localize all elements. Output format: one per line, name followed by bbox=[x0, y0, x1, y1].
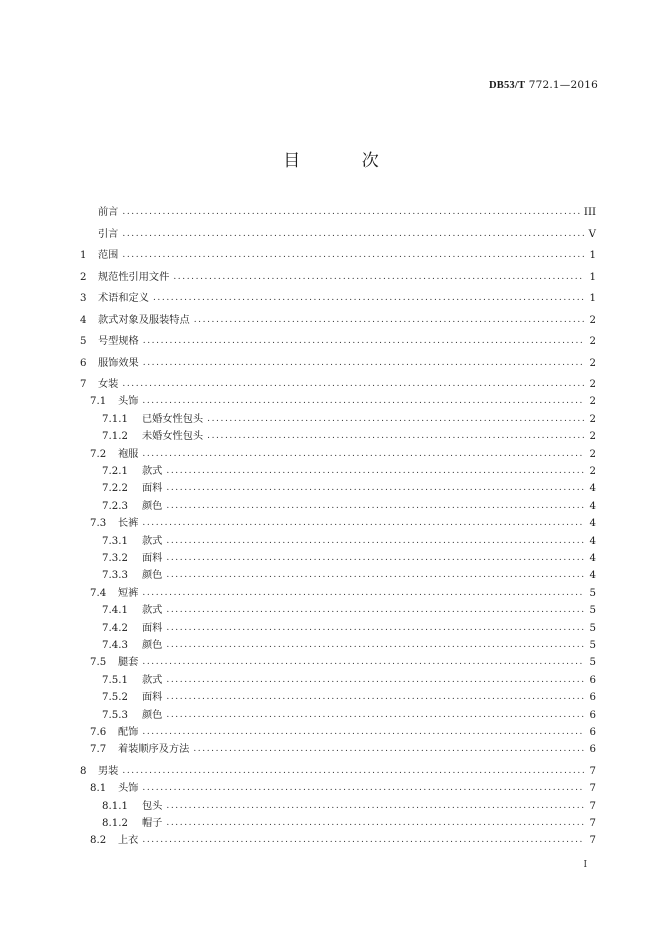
toc-entry[interactable] bbox=[80, 689, 596, 706]
toc-leader-dots bbox=[166, 798, 584, 815]
toc-entry-label: 号型规格 bbox=[98, 336, 139, 348]
toc-entry[interactable] bbox=[80, 351, 596, 373]
toc-entry-page: 5 bbox=[589, 605, 596, 617]
toc-entry-label: 规范性引用文件 bbox=[98, 271, 170, 283]
toc-entry-page: 7 bbox=[589, 835, 596, 847]
toc-entry-label: 款式 bbox=[142, 535, 163, 547]
toc-entry-number: 5 bbox=[80, 336, 87, 348]
toc-entry-number: 8.1 bbox=[90, 783, 107, 795]
toc-leader-dots bbox=[122, 376, 584, 393]
toc-entry-number: 7.7 bbox=[90, 744, 107, 756]
toc-entry-page: 6 bbox=[589, 709, 596, 721]
page-title: 目 次 bbox=[283, 151, 407, 171]
toc-entry-label: 颜色 bbox=[142, 570, 163, 582]
toc-entry-label: 长裤 bbox=[118, 518, 139, 530]
toc-entry-label: 包头 bbox=[142, 800, 163, 812]
toc-entry[interactable] bbox=[80, 567, 596, 584]
toc-leader-dots bbox=[142, 724, 584, 741]
toc-entry-page: 6 bbox=[589, 744, 596, 756]
toc-entry-label: 头饰 bbox=[118, 396, 139, 408]
toc-entry-page: 1 bbox=[589, 250, 596, 262]
toc-leader-dots bbox=[166, 815, 584, 832]
toc-leader-dots bbox=[122, 204, 580, 221]
toc-entry[interactable] bbox=[80, 308, 596, 330]
toc-leader-dots bbox=[143, 355, 584, 372]
toc-leader-dots bbox=[166, 550, 584, 567]
toc-leader-dots bbox=[142, 832, 584, 849]
toc-entry-page: 4 bbox=[589, 535, 596, 547]
toc-entry-page: 2 bbox=[589, 396, 596, 408]
toc-entry-number: 7.6 bbox=[90, 726, 107, 738]
toc-entry-page: 2 bbox=[589, 314, 596, 326]
toc-entry-page: 6 bbox=[589, 674, 596, 686]
toc-entry-page: 5 bbox=[589, 622, 596, 634]
toc-leader-dots bbox=[142, 515, 584, 532]
toc-leader-dots bbox=[166, 620, 584, 637]
toc-entry-page: 7 bbox=[589, 800, 596, 812]
toc-leader-dots bbox=[173, 269, 584, 286]
toc-leader-dots bbox=[193, 741, 584, 758]
toc-entry-label: 范围 bbox=[98, 250, 119, 262]
toc-entry[interactable] bbox=[80, 759, 596, 781]
toc-entry-number: 6 bbox=[80, 357, 87, 369]
toc-leader-dots bbox=[166, 498, 584, 515]
toc-leader-dots bbox=[122, 247, 584, 264]
toc-leader-dots bbox=[207, 411, 584, 428]
toc-entry[interactable] bbox=[80, 602, 596, 619]
toc-leader-dots bbox=[143, 333, 584, 350]
toc-entry-number: 7.2.3 bbox=[102, 500, 128, 512]
toc-entry-page: 1 bbox=[589, 271, 596, 283]
toc-entry-number: 7.4.2 bbox=[102, 622, 128, 634]
toc-entry-page: 5 bbox=[589, 639, 596, 651]
toc-leader-dots bbox=[166, 567, 584, 584]
toc-leader-dots bbox=[122, 763, 584, 780]
toc-entry-label: 帽子 bbox=[142, 817, 163, 829]
toc-entry[interactable] bbox=[80, 222, 596, 244]
toc-entry-number: 2 bbox=[80, 271, 87, 283]
toc-leader-dots bbox=[153, 290, 584, 307]
toc-entry-label: 颜色 bbox=[142, 500, 163, 512]
toc-leader-dots bbox=[166, 637, 584, 654]
toc-entry-page: 7 bbox=[589, 817, 596, 829]
toc-entry-page: 2 bbox=[589, 466, 596, 478]
toc-entry-label: 面料 bbox=[142, 483, 163, 495]
toc-entry[interactable] bbox=[80, 780, 596, 797]
toc-entry-number: 7.3.3 bbox=[102, 570, 128, 582]
toc-entry-number: 7.2 bbox=[90, 448, 107, 460]
toc-entry-number: 8 bbox=[80, 765, 87, 777]
toc-entry-label: 款式 bbox=[142, 466, 163, 478]
toc-entry-label: 面料 bbox=[142, 553, 163, 564]
toc-entry-label: 已婚女性包头 bbox=[142, 413, 204, 425]
toc-entry[interactable] bbox=[80, 463, 596, 480]
standard-code-number: 772.1—2016 bbox=[525, 79, 598, 91]
toc-entry[interactable] bbox=[80, 832, 596, 849]
standard-code-prefix: DB53/T bbox=[488, 80, 526, 91]
toc-entry[interactable] bbox=[80, 724, 596, 741]
toc-entry-page: 2 bbox=[589, 336, 596, 348]
toc-entry-label: 未婚女性包头 bbox=[142, 431, 204, 443]
toc-leader-dots bbox=[142, 780, 584, 797]
toc-entry-number: 7.2.2 bbox=[102, 483, 128, 495]
standard-code bbox=[489, 79, 598, 91]
toc-entry-label: 短裤 bbox=[118, 587, 139, 599]
toc-entry-number: 8.1.1 bbox=[102, 800, 128, 812]
toc-entry-page: 6 bbox=[589, 692, 596, 704]
toc-entry[interactable] bbox=[80, 200, 596, 222]
toc-entry-label: 头饰 bbox=[118, 783, 139, 795]
toc-entry[interactable] bbox=[80, 550, 596, 567]
toc-entry-number: 7.5.3 bbox=[102, 709, 128, 721]
toc-entry-number: 8.1.2 bbox=[102, 817, 128, 829]
toc-entry[interactable] bbox=[80, 498, 596, 515]
toc-entry-label: 服饰效果 bbox=[98, 357, 139, 369]
toc-entry-number: 7.1 bbox=[90, 396, 107, 408]
toc-entry-label: 术语和定义 bbox=[98, 293, 149, 305]
toc-entry[interactable] bbox=[80, 329, 596, 351]
toc-entry-number: 4 bbox=[80, 314, 87, 326]
toc-entry-number: 7.4.3 bbox=[102, 639, 128, 651]
toc-leader-dots bbox=[142, 585, 584, 602]
toc-entry-label: 面料 bbox=[142, 692, 163, 704]
toc-entry-page: 2 bbox=[589, 431, 596, 443]
toc-entry-number: 7.4 bbox=[90, 587, 107, 599]
toc-leader-dots bbox=[194, 312, 584, 329]
toc-entry-page: 2 bbox=[589, 413, 596, 425]
toc-entry-label: 颜色 bbox=[142, 639, 163, 651]
toc-entry-number: 7.2.1 bbox=[102, 466, 128, 478]
toc-entry-page: 2 bbox=[589, 448, 596, 460]
toc-entry[interactable] bbox=[80, 798, 596, 815]
toc-entry[interactable] bbox=[80, 394, 596, 411]
toc-entry-label: 引言 bbox=[98, 228, 119, 240]
toc-entry-number: 7.3 bbox=[90, 518, 107, 530]
toc-entry-label: 款式 bbox=[142, 605, 163, 617]
toc-entry[interactable] bbox=[80, 446, 596, 463]
toc-entry[interactable] bbox=[80, 707, 596, 724]
toc-entry-number: 7.5 bbox=[90, 657, 107, 669]
toc-leader-dots bbox=[142, 654, 584, 671]
toc-entry-page: 4 bbox=[589, 518, 596, 530]
toc-leader-dots bbox=[166, 602, 584, 619]
toc-entry-number: 7 bbox=[80, 379, 87, 391]
toc-leader-dots bbox=[207, 428, 584, 445]
toc-entry-number: 8.2 bbox=[90, 835, 107, 847]
toc-entry-label: 袍服 bbox=[118, 448, 139, 460]
toc-entry-page: 2 bbox=[589, 379, 596, 391]
toc-entry-label: 面料 bbox=[142, 622, 163, 634]
toc-entry-page: 2 bbox=[589, 357, 596, 369]
toc-entry-number: 7.5.1 bbox=[102, 674, 128, 686]
toc-entry[interactable] bbox=[80, 741, 596, 758]
toc-entry[interactable] bbox=[80, 265, 596, 287]
toc-entry[interactable] bbox=[80, 286, 596, 308]
toc-leader-dots bbox=[166, 689, 584, 706]
toc-entry-page: III bbox=[583, 207, 596, 219]
toc-entry-number: 7.3.2 bbox=[102, 553, 128, 564]
toc-entry-number: 7.1.2 bbox=[102, 431, 128, 443]
toc-entry[interactable] bbox=[80, 372, 596, 394]
toc-entry-label: 女装 bbox=[98, 379, 119, 391]
toc-entry-page: 4 bbox=[589, 500, 596, 512]
toc-entry-number: 7.4.1 bbox=[102, 605, 128, 617]
toc-entry-label: 腿套 bbox=[118, 657, 139, 669]
toc-leader-dots bbox=[166, 707, 584, 724]
toc-entry[interactable] bbox=[80, 637, 596, 654]
toc-entry-page: 5 bbox=[589, 587, 596, 599]
toc-entry-label: 款式 bbox=[142, 674, 163, 686]
toc-leader-dots bbox=[166, 672, 584, 689]
toc-leader-dots bbox=[142, 446, 584, 463]
toc-entry-page: 7 bbox=[589, 765, 596, 777]
toc-entry-number: 7.3.1 bbox=[102, 535, 128, 547]
toc-leader-dots bbox=[166, 480, 584, 497]
toc-entry-page: 7 bbox=[589, 783, 596, 795]
toc-leader-dots bbox=[142, 393, 584, 410]
toc-entry-number: 1 bbox=[80, 250, 87, 262]
toc-entry-page: 1 bbox=[589, 293, 596, 305]
table-of-contents bbox=[80, 200, 596, 850]
page-number: I bbox=[583, 860, 587, 870]
toc-entry[interactable] bbox=[80, 620, 596, 637]
toc-entry-number: 3 bbox=[80, 293, 87, 305]
toc-entry-page: 6 bbox=[589, 726, 596, 738]
toc-leader-dots bbox=[166, 533, 584, 550]
toc-entry-label: 前言 bbox=[98, 207, 119, 219]
toc-entry[interactable] bbox=[80, 533, 596, 550]
toc-entry-label: 上衣 bbox=[118, 835, 139, 847]
toc-entry[interactable] bbox=[80, 515, 596, 532]
toc-entry-page: 4 bbox=[589, 553, 596, 564]
toc-leader-dots bbox=[166, 463, 584, 480]
toc-entry[interactable] bbox=[80, 585, 596, 602]
toc-entry[interactable] bbox=[80, 672, 596, 689]
toc-entry-page: 5 bbox=[589, 657, 596, 669]
toc-entry-label: 款式对象及服装特点 bbox=[98, 314, 190, 326]
toc-entry-page: 4 bbox=[589, 483, 596, 495]
toc-entry[interactable] bbox=[80, 480, 596, 497]
toc-entry[interactable] bbox=[80, 654, 596, 671]
toc-entry[interactable] bbox=[80, 428, 596, 445]
toc-entry-number: 7.5.2 bbox=[102, 692, 128, 704]
toc-entry-page: V bbox=[588, 228, 596, 240]
toc-entry-label: 男装 bbox=[98, 765, 119, 777]
toc-entry[interactable] bbox=[80, 411, 596, 428]
toc-leader-dots bbox=[122, 226, 584, 243]
toc-entry[interactable] bbox=[80, 243, 596, 265]
toc-entry-label: 颜色 bbox=[142, 709, 163, 721]
toc-entry-label: 着装顺序及方法 bbox=[118, 744, 190, 756]
toc-entry-number: 7.1.1 bbox=[102, 413, 128, 425]
toc-entry[interactable] bbox=[80, 815, 596, 832]
toc-entry-label: 配饰 bbox=[118, 726, 139, 738]
toc-entry-page: 4 bbox=[589, 570, 596, 582]
